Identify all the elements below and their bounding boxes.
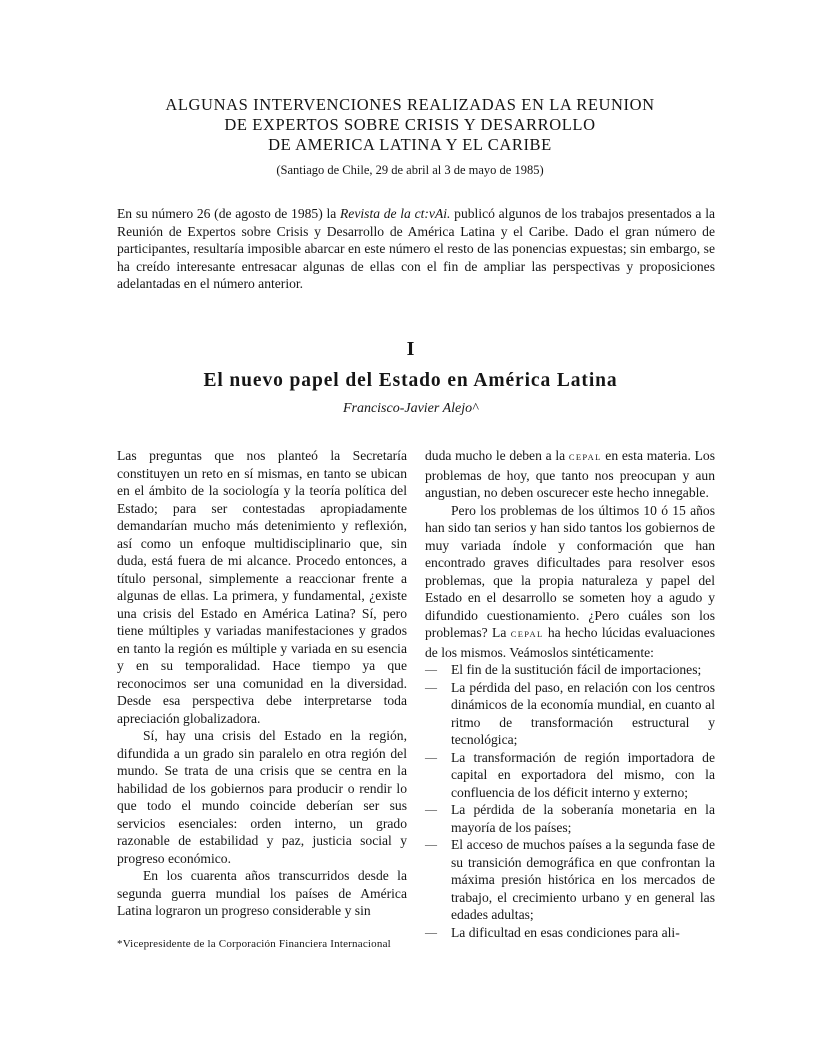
intro-text-before: En su número 26 (de agosto de 1985) la — [117, 206, 340, 221]
meeting-note: (Santiago de Chile, 29 de abril al 3 de mayo de 1985) — [276, 163, 544, 177]
list-item: — La transformación de región importadora de capital en exportadora del mismo, con la confluencia de los déficit interno y externo; — [425, 749, 715, 802]
body-paragraph: Las preguntas que nos planteó la Secretaría constituyen un reto en sí mismas, en tanto se ubican en el ámbito de la sociología y la teoría política del Estado; para ser contestadas apropiadamente demandarían mucho más detenimiento y reflexión, así como un enfoque multidisciplinario que, sin duda, está fuera de mi alcance. Procedo entonces, a título personal, simplemente a reaccionar frente a algunas de ellas. La primera, y fundamental, ¿existe una crisis del Estado en América Latina? Sí, pero tiene múltiples y variadas manifestaciones y grados en tanto la región es múltiple y variada en su esencia y en su temporalidad. Hace tiempo ya que reconocimos ser una comunidad en la diversidad. Desde esa perspectiva debe interpretarse toda apreciación globalizadora. — [117, 448, 407, 726]
section-title: El nuevo papel del Estado en América Latina — [203, 370, 618, 391]
left-column — [117, 447, 407, 920]
cepal-acronym: CEPAL — [568, 452, 602, 462]
article-title — [110, 95, 710, 155]
list-item: — El fin de la sustitución fácil de importaciones; — [425, 661, 715, 679]
paragraph-text: duda mucho le deben a la — [425, 448, 569, 463]
paragraph-text: ha hecho lúcidas evaluaciones de los mismos. Veámoslos sintéticamente: — [425, 625, 716, 660]
right-column — [425, 447, 715, 941]
list-item: — La pérdida de la soberanía monetaria en la mayoría de los países; — [425, 801, 715, 836]
list-item: — La pérdida del paso, en relación con los centros dinámicos de la economía mundial, en cuanto al ritmo de transformación estructural y tecnológica; — [425, 679, 715, 749]
body-paragraph: Sí, hay una crisis del Estado en la región, difundida a un grado sin paralelo en otra región del mundo. Se trata de una crisis que se centra en la habilidad de los gobiernos para producir o rendir lo que todo el mundo coincide deberían ser sus servicios esenciales: orden interno, un grado razonable de estabilidad y paz, justicia social y progreso económico. — [117, 728, 407, 866]
paragraph-text: en esta materia. Los problemas de hoy, que tanto nos preocupan y aun angustian, no deben oscurecer este hecho innegable. — [425, 448, 715, 500]
section-number: I — [406, 338, 415, 360]
article-title-line: ALGUNAS INTERVENCIONES REALIZADAS EN LA REUNION — [165, 95, 655, 114]
body-paragraph — [425, 447, 715, 502]
article-title-line: DE EXPERTOS SOBRE CRISIS Y DESARROLLO — [224, 115, 596, 134]
list-item: — El acceso de muchos países a la segunda fase de su transición demográfica en que confrontan la máxima presión histórica en los mercados de trabajo, el crecimiento urbano y en general las edades adultas; — [425, 836, 715, 924]
author-name: Francisco-Javier Alejo^ — [342, 401, 479, 416]
intro-text-after: publicó algunos de los trabajos presentados a la Reunión de Expertos sobre Crisis y Desarrollo de América Latina y el Caribe. Dado el gran número de participantes, resultaría imposible abarcar en este número el resto de las ponencias expuestas; sin embargo, se ha creído interesante entresacar algunas de ellas con el fin de ampliar las perspectivas y proposiciones adelantadas en el número anterior. — [117, 206, 715, 291]
journal-name: Revista de la ct:vAi. — [340, 206, 451, 221]
body-paragraph: En los cuarenta años transcurridos desde la segunda guerra mundial los países de América Latina lograron un progreso considerable y sin — [117, 868, 407, 918]
footnote: *Vicepresidente de la Corporación Financiera Internacional — [117, 938, 391, 950]
intro-paragraph — [117, 205, 715, 293]
paragraph-text: Pero los problemas de los últimos 10 ó 15 años han sido tan serios y han sido tantos los gobiernos de muy variada índole y conformación que han encontrado graves dificultades para resolver esos problemas, que la propia naturaleza y papel del Estado en el desarrollo se someten hoy a agudo y difundido cuestionamiento. ¿Pero cuáles son los problemas? La — [425, 502, 715, 640]
problems-list — [425, 661, 715, 941]
cepal-acronym: CEPAL — [510, 629, 544, 639]
body-paragraph — [425, 502, 715, 662]
list-item: — La dificultad en esas condiciones para ali- — [425, 924, 715, 942]
article-title-line: DE AMERICA LATINA Y EL CARIBE — [268, 135, 552, 154]
